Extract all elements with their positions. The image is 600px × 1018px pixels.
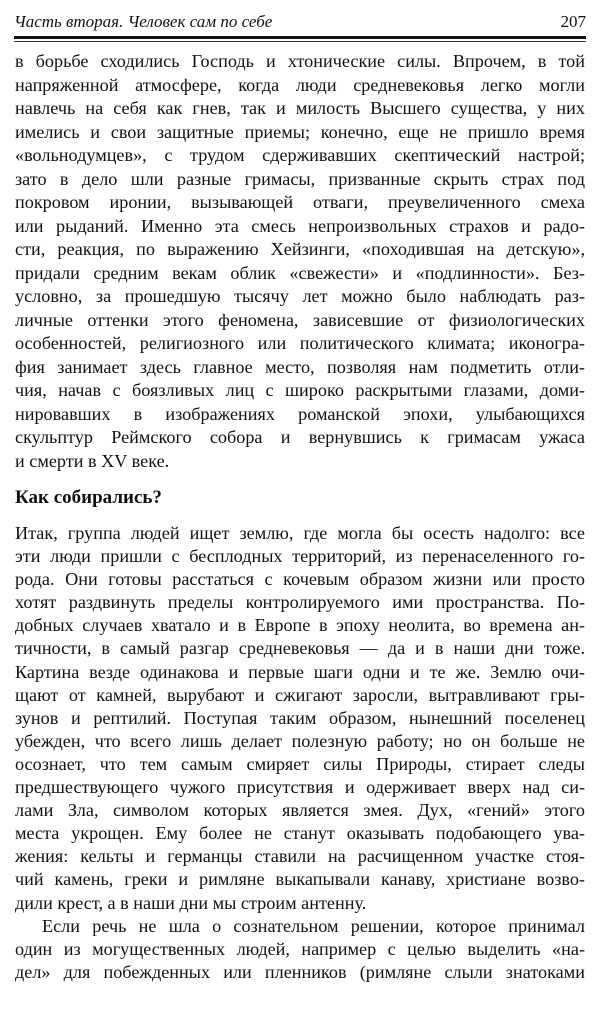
text-line: покровом иронии, вызывающей отваги, преувеличенного смеха [15,192,585,212]
running-head [14,8,586,32]
text-line: один из могущественных людей, например с целью выделить «на- [15,938,585,959]
text-line: «вольнодумцев», с трудом сдерживавших скептический настрой; [15,145,585,165]
text-line: жения: кельты и германцы ставили на расчищенном участке стоя- [15,846,585,867]
text-line: нировавших в изображениях романской эпохи, улыбающихся [15,403,585,424]
section-heading: Как собирались? [15,487,162,508]
page-number: 207 [560,12,586,31]
text-line: сти, реакция, по выражению Хейзинги, «походившая на детскую», [15,239,585,259]
text-line: хотят раздвинуть пределы контролируемого ими пространства. По- [15,592,585,613]
text-line: добных случаев хватало и в Европе в эпоху неолита, во времена ан- [15,615,585,636]
text-line: эти люди пришли с бесплодных территорий, из перенаселенного го- [15,546,585,567]
text-line: убежден, что всего лишь делает полезную работу; но он больше не [15,730,585,751]
text-line: чия, начав с боязливых лиц с широко раскрытыми глазами, доми- [15,380,585,400]
text-line: Если речь не шла о сознательном решении, которое принимал [42,915,585,936]
text-line: личные оттенки этого феномена, зависевшие от физиологических [15,309,585,330]
header-rule-thick [14,36,586,39]
text-line: чий камень, греки и римляне выкапывали канаву, христиане возво- [15,869,585,890]
text-line: или рыданий. Именно эта смесь непроизвольных страхов и радо- [15,215,585,236]
text-line: дили крест, а в наши дни мы строим антенну. [15,892,367,913]
text-line: фия занимает здесь главное место, позволяя нам подметить отли- [15,356,585,377]
text-line: предшествующего чужого присутствия и одерживает вверх над си- [15,777,585,798]
text-line: Картина везде одинакова и первые шаги одни и те же. Землю очи- [15,661,585,682]
text-line: придали средним векам облик «свежести» и «подлинности». Без- [15,262,585,283]
running-head-title: Часть вторая. Человек сам по себе [14,12,273,31]
text-line: особенностей, религиозного или политического климата; иконогра- [15,333,585,353]
text-line: щают от камней, вырубают и сжигают заросли, вытравливают гры- [15,684,585,705]
text-line: осознает, что тем самым смиряет силы Природы, стирает следы [15,753,585,774]
text-line: имелись и свои защитные приемы; конечно, еще не пришло время [15,121,585,142]
text-line: тичности, в самый разгар средневековья — да и в наши дни тоже. [15,638,585,659]
text-line: места укрощен. Ему более не станут оказывать подобающего ува- [15,823,585,844]
text-line: зато в дело шли разные гримасы, призванные скрыть страх под [15,168,585,189]
text-line: рода. Они готовы расстаться с кочевым образом жизни или просто [15,569,585,590]
text-line: напряженной атмосфере, когда люди средневековья легко могли [15,74,585,95]
text-line: и смерти в XV веке. [15,450,170,471]
paragraph-continued [15,50,585,473]
text-line: дел» для побежденных или пленников (римляне слыли знатоками [15,961,585,982]
text-line: скульптур Реймского собора и вернувшись к гримасам ужаса [15,427,585,447]
header-rule-thin [14,41,586,42]
text-line: Итак, группа людей ищет землю, где могла бы осесть надолго: все [15,523,585,543]
text-line: навлечь на себя как гнев, так и милость Высшего существа, у них [15,98,585,118]
text-line: в борьбе сходились Господь и хтонические силы. Впрочем, в той [15,51,585,71]
text-line: условно, за прошедшую тысячу лет можно было наблюдать раз- [15,286,585,306]
section-body [15,522,585,984]
text-line: лами Зла, символом которых является змея. Дух, «гений» этого [15,800,585,821]
text-line: зунов и рептилий. Поступая таким образом, нынешний поселенец [15,707,585,728]
